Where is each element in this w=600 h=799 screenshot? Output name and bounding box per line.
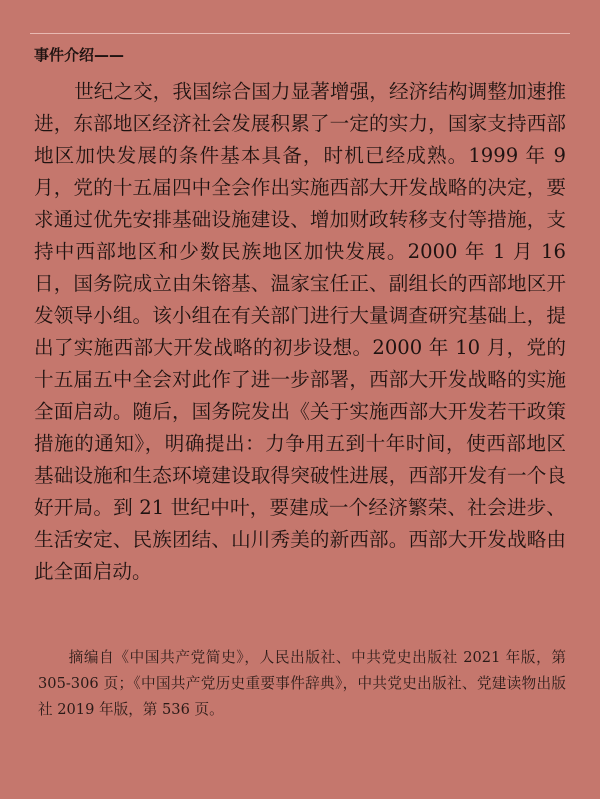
event-description-text: 世纪之交，我国综合国力显著增强，经济结构调整加速推进，东部地区经济社会发展积累了一定的实力，国家支持西部地区加快发展的条件基本具备，时机已经成熟。1999 年 9 月，党的十五届四中全会作出实施西部大开发战略的决定，要求通过优先安排基础设施建设、增加财政转移支付等措施，支持中西部地区和少数民族地区加快发展。2000 年 1 月 16 日，国务院成立由朱镕基、温家宝任正、副组长的西部地区开发领导小组。该小组在有关部门进行大量调查研究基础上，提出了实施西部大开发战略的初步设想。2000 年 10 月，党的十五届五中全会对此作了进一步部署，西部大开发战略的实施全面启动。随后，国务院发出《关于实施西部大开发若干政策措施的通知》，明确提出：力争用五到十年时间，使西部地区基础设施和生态环境建设取得突破性进展，西部开发有一个良好开局。到 21 世纪中叶，要建成一个经济繁荣、社会进步、生活安定、民族团结、山川秀美的新西部。西部大开发战略由此全面启动。 <box>34 80 566 583</box>
event-description <box>34 76 566 588</box>
source-citation <box>38 645 566 723</box>
top-divider <box>30 33 570 34</box>
source-citation-text: 摘编自《中国共产党简史》，人民出版社、中共党史出版社 2021 年版，第 305-306 页；《中国共产党历史重要事件辞典》，中共党史出版社、党建读物出版社 2019 年版，第 536 页。 <box>38 649 566 718</box>
section-heading: 事件介绍—— <box>34 46 125 64</box>
